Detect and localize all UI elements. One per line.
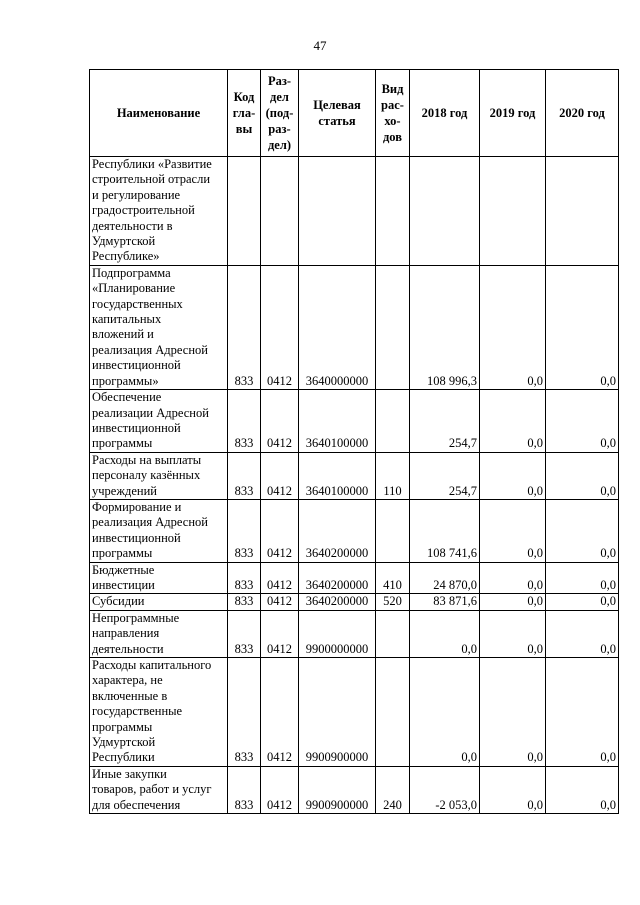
table-row — [90, 157, 619, 266]
header-line: Целевая — [313, 98, 361, 112]
row-name-line: программы» — [92, 373, 159, 388]
header-section — [261, 70, 299, 157]
section-cell: 0412 — [261, 452, 299, 499]
target-article-cell: 3640000000 — [299, 265, 376, 389]
amount-2018-cell: 254,7 — [410, 452, 480, 499]
row-name-line: Удмуртской — [92, 234, 156, 249]
budget-table — [89, 69, 619, 814]
amount-2020-cell: 0,0 — [546, 610, 619, 657]
row-name-line: учреждений — [92, 483, 157, 498]
chapter-code-cell — [228, 157, 261, 266]
row-name-cell — [90, 390, 228, 453]
amount-2018-cell: 0,0 — [410, 658, 480, 767]
amount-2018-cell: 83 871,6 — [410, 594, 480, 610]
expense-type-cell: 410 — [376, 562, 410, 594]
row-name-line: Республике» — [92, 249, 160, 264]
amount-2019-cell — [480, 157, 546, 266]
amount-2018-cell: 108 996,3 — [410, 265, 480, 389]
row-name-line: Расходы на выплаты — [92, 452, 202, 467]
table-row — [90, 658, 619, 767]
target-article-cell: 9900000000 — [299, 610, 376, 657]
row-name-line: Обеспечение — [92, 390, 162, 405]
amount-2019-cell: 0,0 — [480, 594, 546, 610]
chapter-code-cell: 833 — [228, 452, 261, 499]
chapter-code-cell: 833 — [228, 658, 261, 767]
row-name-line: Непрограммные — [92, 610, 180, 625]
row-name-line: строительной отрасли — [92, 172, 211, 187]
chapter-code-cell: 833 — [228, 594, 261, 610]
amount-2019-cell: 0,0 — [480, 452, 546, 499]
row-name-line: инвестиционной — [92, 530, 181, 545]
target-article-cell: 9900900000 — [299, 658, 376, 767]
row-name-line: Подпрограмма — [92, 265, 171, 280]
header-line: статья — [318, 114, 356, 128]
expense-type-cell: 520 — [376, 594, 410, 610]
row-name-line: Субсидии — [92, 594, 145, 609]
page-number: 47 — [313, 38, 327, 53]
table-row — [90, 594, 619, 610]
header-line: (под- — [265, 106, 294, 120]
amount-2018-cell: 108 741,6 — [410, 499, 480, 562]
row-name-line: деятельности в — [92, 218, 173, 233]
target-article-cell — [299, 157, 376, 266]
chapter-code-cell: 833 — [228, 390, 261, 453]
expense-type-cell — [376, 610, 410, 657]
row-name-line: капитальных — [92, 312, 162, 327]
section-cell: 0412 — [261, 390, 299, 453]
header-line: 2019 год — [489, 106, 536, 120]
section-cell: 0412 — [261, 499, 299, 562]
row-name-line: Формирование и — [92, 499, 182, 514]
amount-2019-cell: 0,0 — [480, 390, 546, 453]
row-name-cell — [90, 499, 228, 562]
table-row — [90, 499, 619, 562]
section-cell: 0412 — [261, 594, 299, 610]
row-name-line: товаров, работ и услуг — [92, 782, 212, 797]
amount-2020-cell: 0,0 — [546, 766, 619, 813]
target-article-cell: 3640100000 — [299, 390, 376, 453]
row-name-cell — [90, 265, 228, 389]
row-name-line: Расходы капитального — [92, 658, 212, 672]
table-row — [90, 452, 619, 499]
row-name-line: Республики — [92, 750, 155, 765]
header-year-2019 — [480, 70, 546, 157]
table-row — [90, 265, 619, 389]
row-name-cell — [90, 562, 228, 594]
row-name-cell — [90, 452, 228, 499]
header-target-article — [299, 70, 376, 157]
row-name-cell — [90, 594, 228, 610]
row-name-line: персоналу казённых — [92, 468, 201, 483]
header-chapter-code — [228, 70, 261, 157]
row-name-line: вложений и — [92, 327, 154, 342]
row-name-line: «Планирование — [92, 281, 176, 296]
expense-type-cell: 240 — [376, 766, 410, 813]
header-line: вы — [235, 122, 253, 136]
header-line: 2020 год — [559, 106, 605, 120]
row-name-line: инвестиции — [92, 577, 155, 592]
header-year-2020 — [546, 70, 619, 157]
amount-2020-cell — [546, 157, 619, 266]
expense-type-cell — [376, 658, 410, 767]
amount-2019-cell: 0,0 — [480, 562, 546, 594]
amount-2019-cell: 0,0 — [480, 499, 546, 562]
row-name-line: инвестиционной — [92, 420, 181, 435]
header-line: дел — [270, 90, 289, 104]
amount-2018-cell: 24 870,0 — [410, 562, 480, 594]
expense-type-cell — [376, 499, 410, 562]
row-name-line: для обеспечения — [92, 797, 181, 812]
row-name-cell — [90, 610, 228, 657]
row-name-line: включенные в — [92, 688, 168, 703]
row-name-line: деятельности — [92, 641, 164, 656]
amount-2018-cell — [410, 157, 480, 266]
header-year-2018 — [410, 70, 480, 157]
header-line: 2018 год — [421, 106, 468, 120]
amount-2018-cell: -2 053,0 — [410, 766, 480, 813]
header-line: гла- — [232, 106, 256, 120]
row-name-cell — [90, 658, 228, 767]
section-cell — [261, 157, 299, 266]
section-cell: 0412 — [261, 265, 299, 389]
row-name-line: программы — [92, 546, 153, 561]
expense-type-cell — [376, 265, 410, 389]
target-article-cell: 3640200000 — [299, 562, 376, 594]
row-name-line: инвестиционной — [92, 358, 181, 373]
amount-2020-cell: 0,0 — [546, 452, 619, 499]
header-line: раз- — [268, 122, 291, 136]
row-name-line: реализация Адресной — [92, 342, 208, 357]
target-article-cell: 3640200000 — [299, 499, 376, 562]
chapter-code-cell: 833 — [228, 499, 261, 562]
row-name-line: программы — [92, 436, 153, 451]
section-cell: 0412 — [261, 562, 299, 594]
header-expense-type — [376, 70, 410, 157]
amount-2018-cell: 0,0 — [410, 610, 480, 657]
header-line: дел) — [267, 138, 292, 152]
table-row — [90, 390, 619, 453]
section-cell: 0412 — [261, 658, 299, 767]
row-name-cell — [90, 766, 228, 813]
header-line: Раз- — [267, 74, 292, 88]
chapter-code-cell: 833 — [228, 265, 261, 389]
header-line: Вид — [381, 82, 404, 96]
row-name-cell — [90, 157, 228, 266]
amount-2020-cell: 0,0 — [546, 594, 619, 610]
section-cell: 0412 — [261, 610, 299, 657]
expense-type-cell — [376, 157, 410, 266]
row-name-line: реализации Адресной — [92, 405, 209, 420]
table-row — [90, 610, 619, 657]
target-article-cell: 9900900000 — [299, 766, 376, 813]
expense-type-cell — [376, 390, 410, 453]
chapter-code-cell: 833 — [228, 766, 261, 813]
table-row — [90, 766, 619, 813]
amount-2019-cell: 0,0 — [480, 766, 546, 813]
amount-2020-cell: 0,0 — [546, 499, 619, 562]
row-name-line: градостроительной — [92, 203, 195, 218]
amount-2019-cell: 0,0 — [480, 265, 546, 389]
target-article-cell: 3640200000 — [299, 594, 376, 610]
header-line: дов — [382, 130, 402, 144]
row-name-line: направления — [92, 626, 160, 641]
row-name-line: Удмуртской — [92, 735, 156, 750]
row-name-line: Республики «Развитие — [92, 157, 212, 171]
row-name-line: реализация Адресной — [92, 515, 208, 530]
row-name-line: государственные — [92, 704, 183, 719]
row-name-line: характера, не — [92, 673, 163, 688]
header-line: хо- — [384, 114, 401, 128]
expense-type-cell: 110 — [376, 452, 410, 499]
target-article-cell: 3640100000 — [299, 452, 376, 499]
header-line: Наименование — [116, 106, 201, 120]
section-cell: 0412 — [261, 766, 299, 813]
amount-2020-cell: 0,0 — [546, 265, 619, 389]
row-name-line: государственных — [92, 296, 183, 311]
header-name — [90, 70, 228, 157]
chapter-code-cell: 833 — [228, 610, 261, 657]
row-name-line: и регулирование — [92, 187, 181, 202]
header-line: рас- — [381, 98, 404, 112]
header-line: Код — [233, 90, 255, 104]
amount-2019-cell: 0,0 — [480, 658, 546, 767]
row-name-line: Иные закупки — [92, 766, 167, 781]
table-header-row — [90, 70, 619, 157]
row-name-line: Бюджетные — [92, 562, 155, 577]
amount-2020-cell: 0,0 — [546, 390, 619, 453]
chapter-code-cell: 833 — [228, 562, 261, 594]
amount-2020-cell: 0,0 — [546, 562, 619, 594]
row-name-line: программы — [92, 719, 153, 734]
table-row — [90, 562, 619, 594]
amount-2019-cell: 0,0 — [480, 610, 546, 657]
amount-2020-cell: 0,0 — [546, 658, 619, 767]
amount-2018-cell: 254,7 — [410, 390, 480, 453]
